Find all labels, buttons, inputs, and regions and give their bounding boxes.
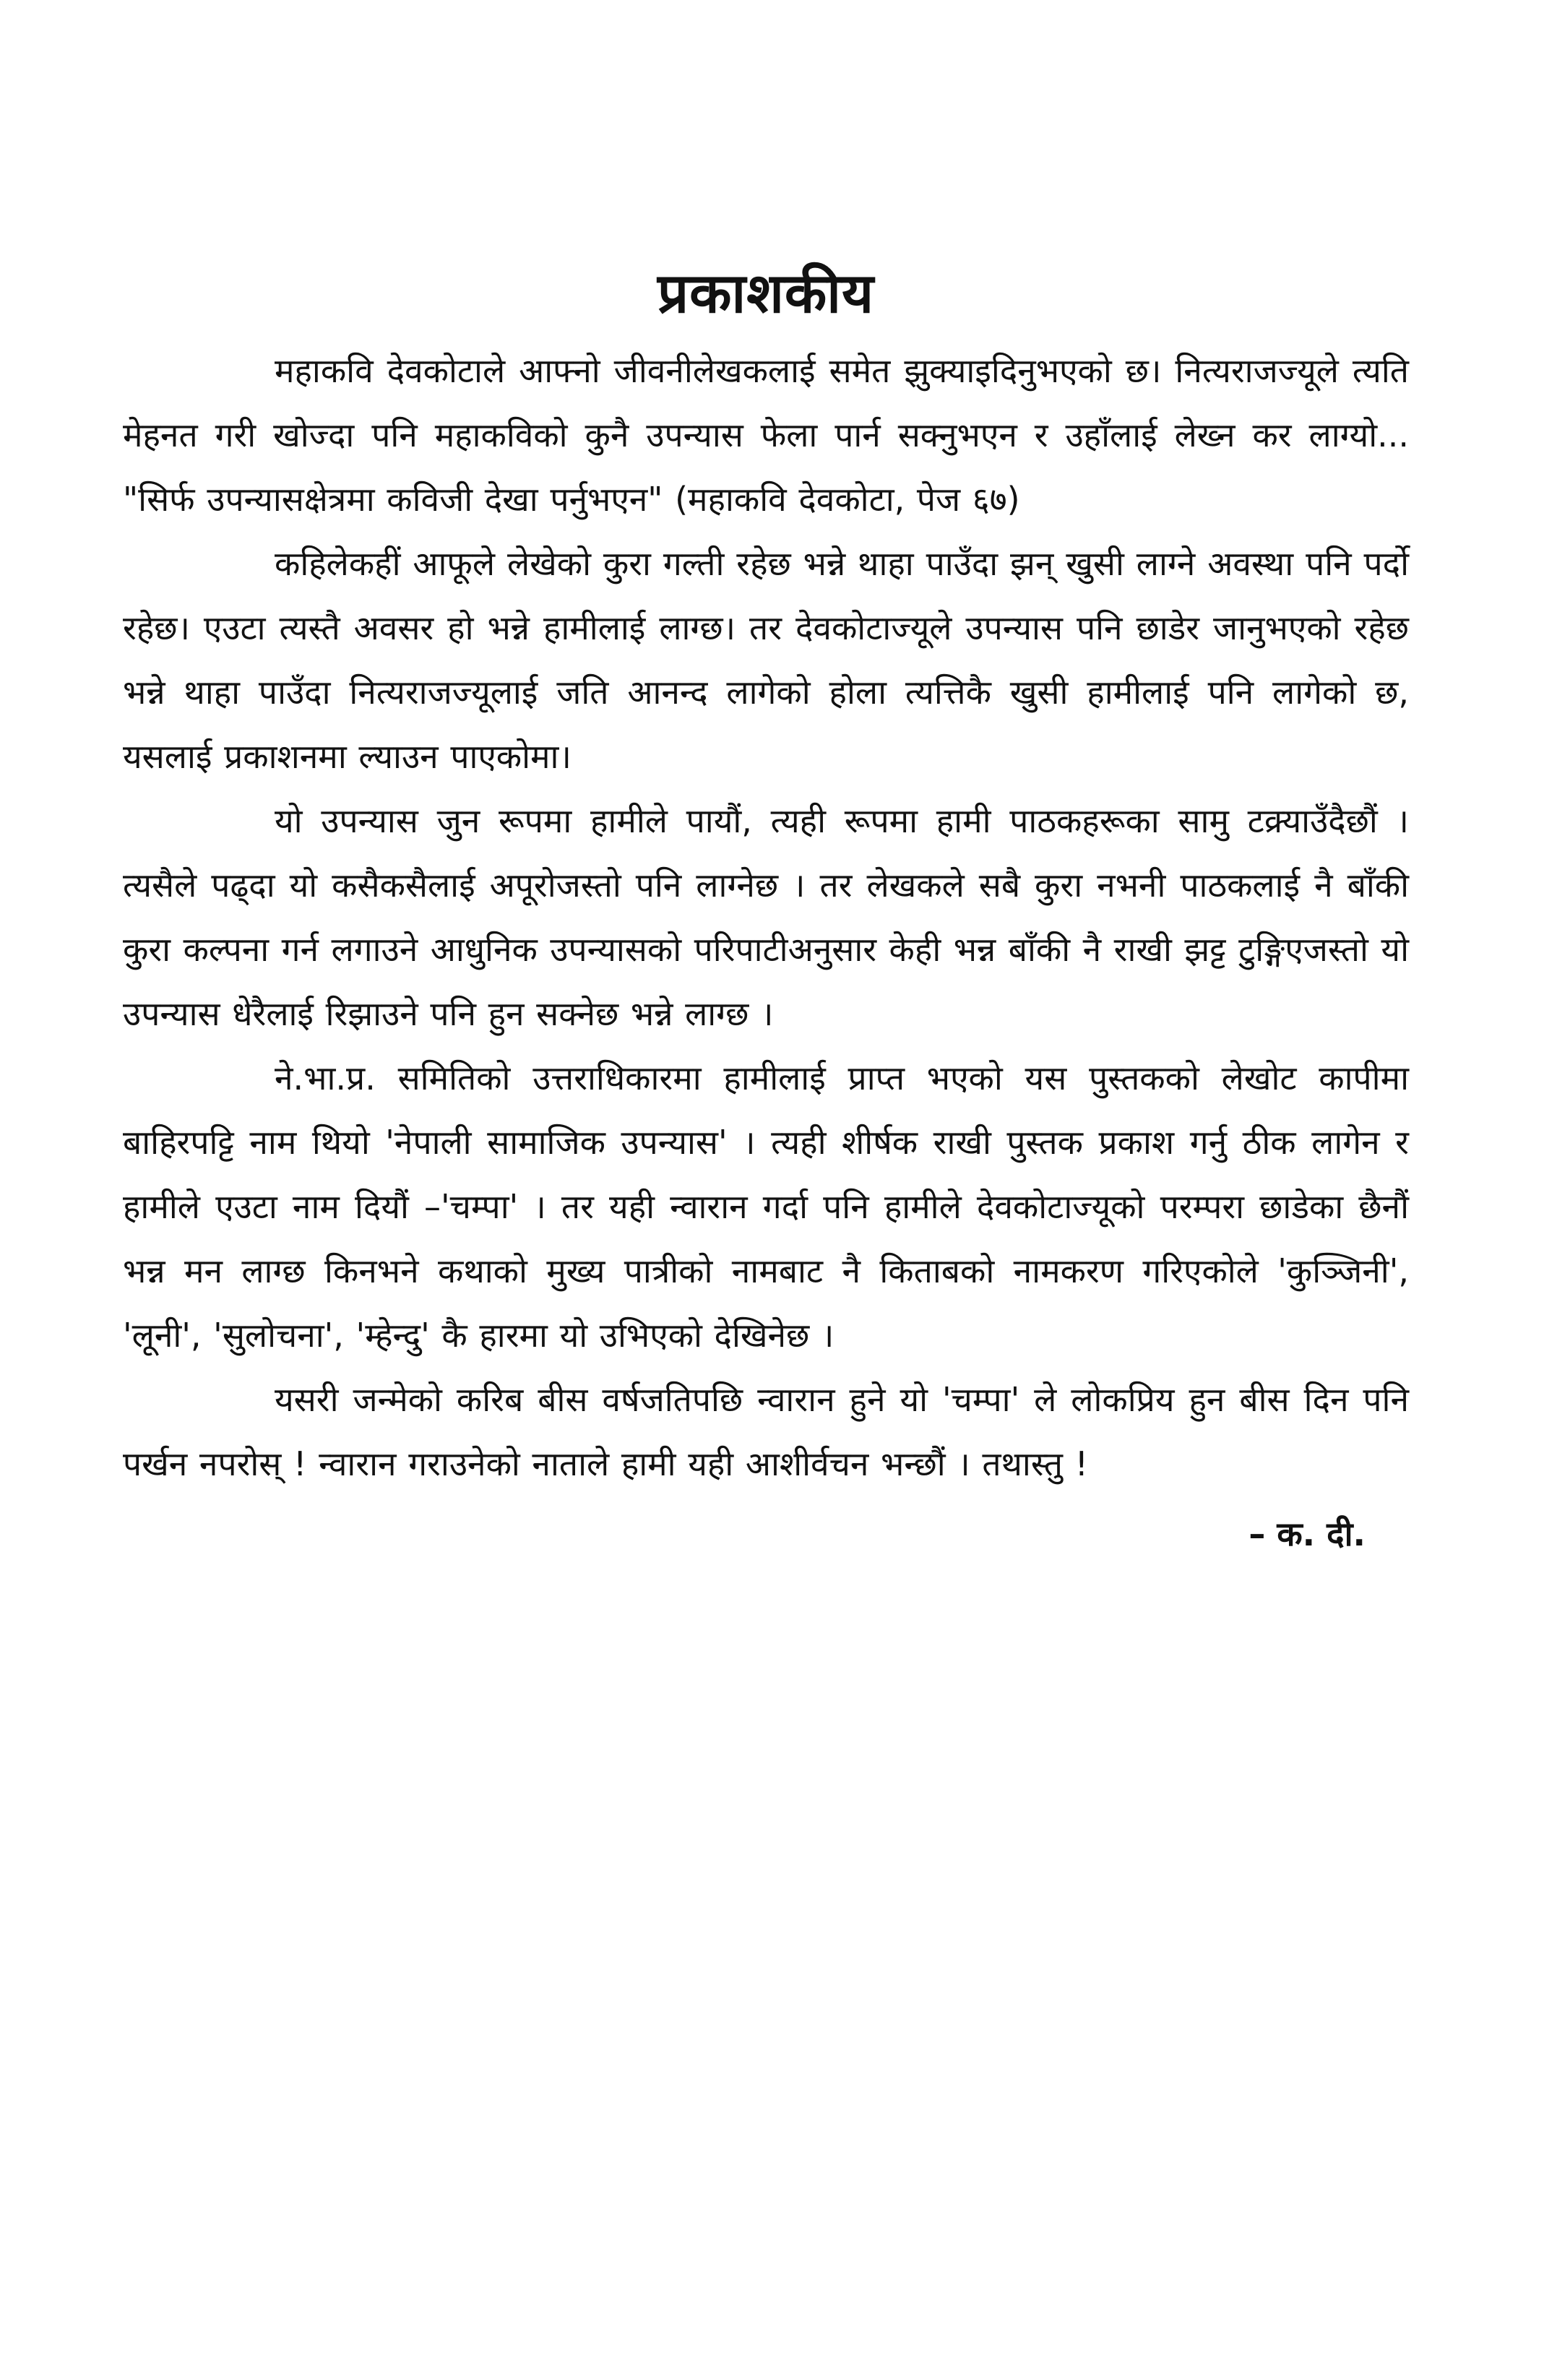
paragraph-3: यो उपन्यास जुन रूपमा हामीले पायौं, त्यही रूपमा हामी पाठकहरूका सामु टक्र्याउँदैछौं । त्यसैले पढ्दा यो कसैकसैलाई अपूरोजस्तो पनि लाग्नेछ । तर लेखकले सबै कुरा नभनी पाठकलाई नै बाँकी कुरा कल्पना गर्न लगाउने आधुनिक उपन्यासको परिपाटीअनुसार केही भन्न बाँकी नै राखी झट्ट टुङ्गिएजस्तो यो उपन्यास धेरैलाई रिझाउने पनि हुन सक्नेछ भन्ने लाग्छ । [123, 801, 1409, 1034]
paragraph-2: कहिलेकहीं आफूले लेखेको कुरा गल्ती रहेछ भन्ने थाहा पाउँदा झन् खुसी लाग्ने अवस्था पनि पर्दो रहेछ। एउटा त्यस्तै अवसर हो भन्ने हामीलाई लाग्छ। तर देवकोटाज्यूले उपन्यास पनि छाडेर जानुभएको रहेछ भन्ने थाहा पाउँदा नित्यराजज्यूलाई जति आनन्द लागेको होला त्यत्तिकै खुसी हामीलाई पनि लागेको छ, यसलाई प्रकाशनमा ल्याउन पाएकोमा। [123, 544, 1409, 777]
paragraph-4: ने.भा.प्र. समितिको उत्तराधिकारमा हामीलाई प्राप्त भएको यस पुस्तकको लेखोट कापीमा बाहिरपट्टि नाम थियो 'नेपाली सामाजिक उपन्यास' । त्यही शीर्षक राखी पुस्तक प्रकाश गर्नु ठीक लागेन र हामीले एउटा नाम दियौं –'चम्पा' । तर यही न्वारान गर्दा पनि हामीले देवकोटाज्यूको परम्परा छाडेका छैनौं भन्न मन लाग्छ किनभने कथाको मुख्य पात्रीको नामबाट नै किताबको नामकरण गरिएकोले 'कुञ्जिनी', 'लूनी', 'सुलोचना', 'म्हेन्दु' कै हारमा यो उभिएको देखिनेछ । [123, 1059, 1409, 1355]
signature: – क. दी. [1248, 1514, 1366, 1554]
paragraph-5: यसरी जन्मेको करिब बीस वर्षजतिपछि न्वारान हुने यो 'चम्पा' ले लोकप्रिय हुन बीस दिन पनि पर्खन नपरोस् ! न्वारान गराउनेको नाताले हामी यही आशीर्वचन भन्छौं । तथास्तु ! [123, 1380, 1409, 1484]
paragraph-1: महाकवि देवकोटाले आफ्नो जीवनीलेखकलाई समेत झुक्याइदिनुभएको छ। नित्यराजज्यूले त्यति मेहनत गरी खोज्दा पनि महाकविको कुनै उपन्यास फेला पार्न सक्नुभएन र उहाँलाई लेख्न कर लाग्यो... "सिर्फ उपन्यासक्षेत्रमा कविजी देखा पर्नुभएन" (महाकवि देवकोटा, पेज ६७) [123, 351, 1409, 519]
page-title: प्रकाशकीय [657, 261, 875, 325]
document-page [123, 260, 1409, 1566]
